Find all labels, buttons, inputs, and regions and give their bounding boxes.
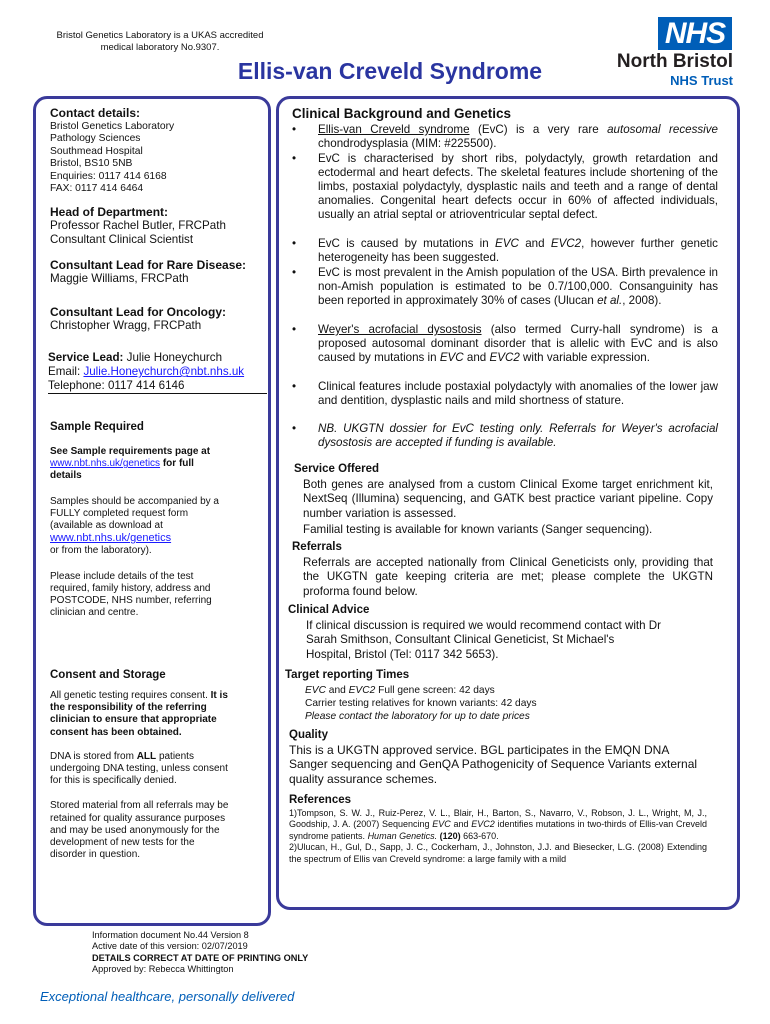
sample-inc-line4: clinician and centre. bbox=[50, 607, 139, 619]
email-label: Email: bbox=[48, 365, 84, 378]
bullet-dot: • bbox=[292, 266, 297, 279]
ukas-line-2: medical laboratory No.9307. bbox=[100, 42, 220, 53]
tat-heading: Target reporting Times bbox=[285, 669, 410, 681]
consent-p1-bold3: clinician to ensure that appropriate bbox=[50, 714, 217, 726]
clinical-bullet-1: • Ellis-van Creveld syndrome (EvC) is a very rare autosomal recessive chondrodysplasia (MIM: #225500). bbox=[292, 123, 718, 151]
advice-line1: If clinical discussion is required we would recommend contact with Dr bbox=[306, 619, 662, 632]
footer-line3: DETAILS CORRECT AT DATE OF PRINTING ONLY bbox=[92, 952, 309, 963]
weyer-link[interactable]: Weyer's acrofacial dysostosis bbox=[318, 323, 482, 336]
nhs-logo: NHS bbox=[658, 17, 732, 50]
contact-lines bbox=[50, 121, 268, 195]
head-dept-name: Professor Rachel Butler, FRCPath bbox=[50, 219, 226, 232]
service-lead-phone: Telephone: 0117 414 6146 bbox=[48, 379, 267, 394]
head-dept-section bbox=[50, 205, 268, 247]
consent-p2-a: DNA is stored from bbox=[50, 750, 134, 762]
service-p2: Familial testing is available for known variants (Sanger sequencing). bbox=[303, 522, 653, 536]
org-name: North Bristol bbox=[616, 51, 733, 72]
reference-1: 1)Tompson, S. W. J., Ruiz-Perez, V. L., Blair, H., Barton, S., Navarro, V., Robson, J. L., Wright, M, J., Goodship, J. A. (2007) Sequencing EVC and EVC2 identifies mutations in two-thirds of Ellis-van Creveld syndrome patients. Human Genetics. (120) 663-670. bbox=[289, 808, 707, 841]
ukas-line-1: Bristol Genetics Laboratory is a UKAS accredited bbox=[56, 30, 264, 41]
service-lead-name: Julie Honeychurch bbox=[126, 351, 223, 364]
contact-line: Bristol, BS10 5NB bbox=[50, 158, 133, 170]
bullet-dot: • bbox=[292, 422, 297, 435]
clinical-bullet-6: • Clinical features include postaxial polydactyly with anomalies of the lower jaw and dentition, dysplastic nails and mild shortness of stature. bbox=[292, 380, 718, 408]
consent-p3-a: Stored material from all referrals may be bbox=[50, 800, 229, 812]
sample-acc-line4: or from the laboratory). bbox=[50, 545, 152, 557]
service-heading: Service Offered bbox=[294, 463, 380, 475]
references-text bbox=[289, 808, 707, 865]
bullet-dot: • bbox=[292, 380, 297, 393]
consent-p3-c: and may be used anonymously for the bbox=[50, 824, 220, 836]
sample-acc-line2: FULLY completed request form bbox=[50, 507, 189, 519]
sample-inc-line1: Please include details of the test bbox=[50, 570, 194, 582]
lead-rare-heading: Consultant Lead for Rare Disease: bbox=[50, 258, 247, 272]
advice-heading: Clinical Advice bbox=[288, 604, 370, 616]
email-link[interactable]: Julie.Honeychurch@nbt.nhs.uk bbox=[83, 365, 245, 378]
lead-onc-section bbox=[50, 305, 268, 333]
references-heading: References bbox=[289, 794, 352, 806]
contact-line: Bristol Genetics Laboratory bbox=[50, 121, 175, 132]
consent-p3-d: development of new tests for the bbox=[50, 837, 195, 849]
sample-section bbox=[50, 421, 268, 619]
contact-line: Southmead Hospital bbox=[50, 145, 143, 157]
consent-p3-b: retained for quality assurance purposes bbox=[50, 812, 226, 824]
consent-p2-b: patients bbox=[158, 750, 194, 762]
consent-p1-bold4: consent has been obtained. bbox=[50, 726, 182, 738]
clinical-bullet-2: • EvC is characterised by short ribs, polydactyly, growth retardation and ectodermal and heart defects. The skeletal features include shortening of the limbs, postaxial polydactyly, dysplastic nails and teeth and a range of dental anomalies. Congenital heart defects occur in 60% of affected individuals, usually an atrial septal or atrioventricular septal defect. bbox=[292, 152, 718, 222]
lead-rare-section bbox=[50, 258, 268, 286]
advice-text bbox=[306, 619, 716, 662]
tat-line2: Carrier testing relatives for known variants: 42 days bbox=[305, 698, 537, 709]
tat-line3: Please contact the laboratory for up to date prices bbox=[305, 711, 530, 722]
consent-p1-bold1: It is bbox=[210, 690, 228, 701]
sample-req-text3: details bbox=[50, 470, 82, 482]
contact-line: FAX: 0117 414 6464 bbox=[50, 183, 144, 195]
head-dept-role: Consultant Clinical Scientist bbox=[50, 233, 194, 246]
contact-line: Pathology Sciences bbox=[50, 133, 141, 145]
sample-acc-line1: Samples should be accompanied by a bbox=[50, 495, 219, 507]
clinical-bullet-7: • NB. UKGTN dossier for EvC testing only. Referrals for Weyer's acrofacial dysostosis are accepted if funding is available. bbox=[292, 422, 718, 450]
advice-line3: Hospital, Bristol (Tel: 0117 342 5653). bbox=[306, 647, 499, 661]
bullet-dot: • bbox=[292, 152, 297, 165]
footer-line4: Approved by: Rebecca Whittington bbox=[92, 964, 234, 975]
sample-req-link[interactable]: www.nbt.nhs.uk/genetics bbox=[50, 458, 161, 470]
bullet-dot: • bbox=[292, 323, 297, 336]
contact-heading: Contact details: bbox=[50, 106, 141, 120]
bullet-dot: • bbox=[292, 237, 297, 250]
service-lead-section bbox=[48, 351, 267, 394]
clinical-bullet-3: • EvC is caused by mutations in EVC and EVC2, however further genetic heterogeneity has been suggested. bbox=[292, 237, 718, 265]
contact-line: Enquiries: 0117 414 6168 bbox=[50, 170, 167, 182]
tagline: Exceptional healthcare, personally delivered bbox=[40, 989, 295, 1004]
lead-onc-heading: Consultant Lead for Oncology: bbox=[50, 305, 226, 319]
consent-p2-c: undergoing DNA testing, unless consent bbox=[50, 763, 228, 775]
sample-inc-line3: POSTCODE, NHS number, referring bbox=[50, 595, 212, 607]
quality-text: This is a UKGTN approved service. BGL participates in the EMQN DNA Sanger sequencing and GenQA Pathogenicity of Sequence Variants external quality assurance schemes. bbox=[289, 743, 698, 786]
reference-2: 2)Ulucan, H., Gul, D., Sapp, J. C., Cockerham, J., Johnston, J.J. and Biesecker, L.G. (2008) Extending the spectrum of Ellis van Creveld syndrome: a large family with a mild bbox=[289, 842, 707, 864]
advice-line2: Sarah Smithson, Consultant Clinical Geneticist, St Michael's bbox=[306, 633, 615, 647]
consent-p1-normal: All genetic testing requires consent. bbox=[50, 690, 208, 701]
consent-heading: Consent and Storage bbox=[50, 669, 166, 681]
evc-link[interactable]: Ellis-van Creveld syndrome bbox=[318, 123, 470, 136]
footer-line1: Information document No.44 Version 8 bbox=[92, 930, 249, 940]
bullet-dot: • bbox=[292, 123, 297, 136]
lead-rare-name: Maggie Williams, FRCPath bbox=[50, 272, 189, 285]
consent-p3-e: disorder in question. bbox=[50, 849, 141, 861]
clinical-bullet-5: • Weyer's acrofacial dysostosis (also termed Curry-hall syndrome) is a proposed autosomal dominant disorder that is allelic with EvC and is also caused by mutations in EVC and EVC2 with variable expression. bbox=[292, 323, 718, 365]
consent-p1-bold2: the responsibility of the referring bbox=[50, 702, 207, 714]
head-dept-heading: Head of Department: bbox=[50, 205, 169, 219]
service-p1: Both genes are analysed from a custom Clinical Exome target enrichment kit, NextSeq (Illumina) sequencing, and GATK best practice variant pipeline. Copy number variation is assessed. bbox=[303, 478, 713, 520]
ukas-statement bbox=[40, 30, 280, 54]
sample-heading: Sample Required bbox=[50, 421, 144, 433]
consent-p2-all: ALL bbox=[136, 750, 157, 762]
clinical-bullet-4: • EvC is most prevalent in the Amish population of the USA. Birth prevalence in non-Amish population is estimated to be 0.7/100,000. Consanguinity has been reported in approximately 30% of cases (Ulucan et al., 2008). bbox=[292, 266, 718, 308]
service-lead-label: Service Lead: bbox=[48, 351, 124, 364]
referrals-heading: Referrals bbox=[292, 541, 342, 553]
sample-req-text: See Sample requirements page at bbox=[50, 446, 211, 457]
sample-acc-line3: (available as download at bbox=[50, 520, 163, 532]
consent-p2-d: for this is specifically denied. bbox=[50, 775, 177, 787]
consent-section bbox=[50, 669, 268, 861]
sample-acc-link[interactable]: www.nbt.nhs.uk/genetics bbox=[50, 532, 172, 545]
lead-onc-name: Christopher Wragg, FRCPath bbox=[50, 319, 202, 332]
tat-text: EVC and EVC2 Full gene screen: 42 days Carrier testing relatives for known variants: 42 days Please contact the laboratory for up to date prices bbox=[305, 684, 715, 723]
footer-line2: Active date of this version: 02/07/2019 bbox=[92, 941, 248, 952]
service-text bbox=[303, 478, 713, 537]
org-trust: NHS Trust bbox=[670, 73, 733, 88]
page-title: Ellis-van Creveld Syndrome bbox=[237, 58, 543, 84]
clinical-heading: Clinical Background and Genetics bbox=[292, 106, 512, 121]
quality-heading: Quality bbox=[289, 729, 328, 741]
sample-req-text2: for full bbox=[162, 458, 194, 470]
contact-section bbox=[50, 106, 268, 195]
document-footer bbox=[92, 930, 392, 976]
referrals-text: Referrals are accepted nationally from Clinical Geneticists only, providing that the UKGTN gate keeping criteria are met; please complete the UKGTN proforma found below. bbox=[303, 556, 713, 598]
sample-inc-line2: required, family history, address and bbox=[50, 582, 211, 594]
